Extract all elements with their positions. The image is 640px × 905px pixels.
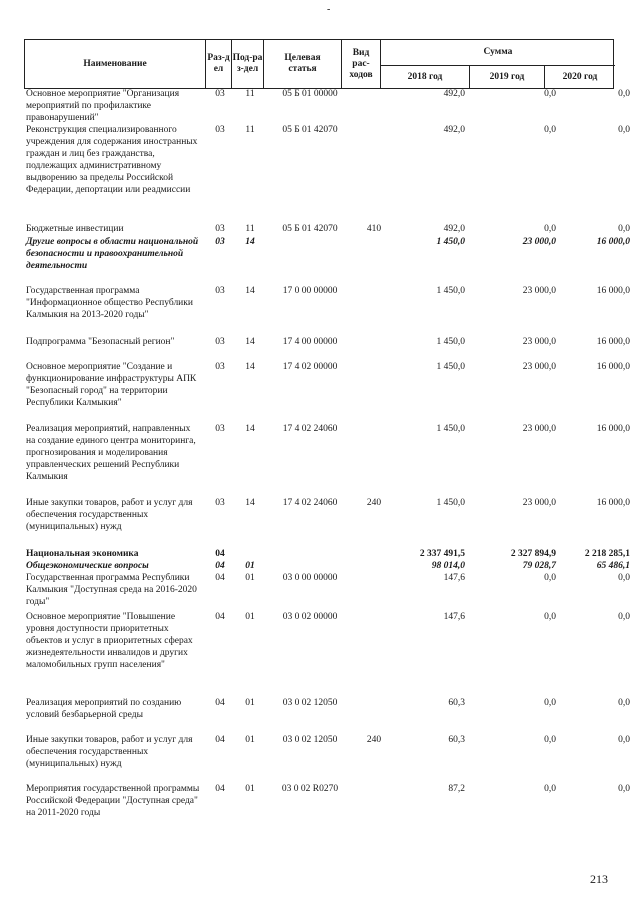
row-2019: 2 327 894,9	[510, 549, 556, 559]
row-2019: 0,0	[544, 224, 556, 234]
row-section: 03	[215, 237, 225, 247]
row-2018: 492,0	[443, 125, 465, 135]
row-2020: 16 000,0	[596, 237, 630, 247]
row-name: Бюджетные инвестиции	[26, 224, 124, 234]
row-subsection: 11	[245, 89, 255, 99]
header-expense-type: Вид рас-ходов	[349, 47, 373, 80]
row-subsection: 14	[245, 337, 255, 347]
row-2020: 16 000,0	[596, 362, 630, 372]
row-subsection: 14	[245, 362, 255, 372]
header-2018: 2018 год	[407, 71, 443, 82]
row-2019: 0,0	[544, 612, 556, 622]
row-target-article: 03 0 00 00000	[282, 573, 338, 583]
row-name: Другие вопросы в области национальной безопасности и правоохранительной деятельности	[26, 237, 199, 271]
row-name: Подпрограмма "Безопасный регион"	[26, 337, 175, 347]
row-section: 04	[215, 573, 225, 583]
row-section: 04	[215, 612, 225, 622]
row-2019: 23 000,0	[522, 424, 556, 434]
row-2018: 2 337 491,5	[419, 549, 465, 559]
top-mark: -	[327, 4, 331, 15]
row-2018: 87,2	[448, 784, 465, 794]
row-section: 04	[215, 784, 225, 794]
row-name: Основное мероприятие "Организация мероприятий по профилактике правонарушений"	[26, 89, 180, 123]
row-target-article: 05 Б 01 42070	[282, 125, 338, 135]
row-target-article: 05 Б 01 00000	[282, 89, 338, 99]
row-name: Общеэкономические вопросы	[26, 561, 149, 571]
row-target-article: 17 0 00 00000	[282, 286, 338, 296]
row-subsection: 01	[245, 612, 255, 622]
row-2020: 0,0	[618, 784, 630, 794]
row-2019: 23 000,0	[522, 337, 556, 347]
header-2019: 2019 год	[489, 71, 525, 82]
row-subsection: 01	[245, 698, 255, 708]
row-2018: 492,0	[443, 224, 465, 234]
row-subsection: 01	[245, 784, 255, 794]
row-subsection: 01	[245, 735, 255, 745]
row-expense-type: 240	[366, 735, 382, 745]
row-2018: 147,6	[443, 612, 465, 622]
row-subsection: 14	[245, 498, 255, 508]
row-section: 03	[215, 424, 225, 434]
row-section: 03	[215, 89, 225, 99]
row-name: Реализация мероприятий по созданию условий безбарьерной среды	[26, 698, 182, 720]
row-2018: 60,3	[448, 698, 465, 708]
row-2020: 16 000,0	[596, 424, 630, 434]
row-section: 04	[215, 735, 225, 745]
row-section: 04	[215, 561, 225, 571]
row-subsection: 14	[245, 424, 255, 434]
row-name: Национальная экономика	[26, 549, 139, 559]
row-2019: 79 028,7	[522, 561, 556, 571]
row-2018: 98 014,0	[431, 561, 465, 571]
row-2018: 1 450,0	[436, 498, 465, 508]
row-expense-type: 240	[366, 498, 382, 508]
row-section: 03	[215, 337, 225, 347]
row-2018: 60,3	[448, 735, 465, 745]
row-section: 04	[215, 698, 225, 708]
row-section: 03	[215, 224, 225, 234]
row-2018: 147,6	[443, 573, 465, 583]
row-2020: 0,0	[618, 698, 630, 708]
row-2020: 2 218 285,1	[584, 549, 630, 559]
row-target-article: 17 4 00 00000	[282, 337, 338, 347]
row-target-article: 03 0 02 12050	[282, 735, 338, 745]
row-name: Основное мероприятие "Создание и функционирование инфраструктуры АПК "Безопасный город" на территории Республики Калмыкия"	[26, 362, 197, 408]
row-target-article: 17 4 02 00000	[282, 362, 338, 372]
row-2020: 0,0	[618, 89, 630, 99]
row-2019: 23 000,0	[522, 498, 556, 508]
row-2019: 0,0	[544, 784, 556, 794]
row-2020: 0,0	[618, 125, 630, 135]
row-2019: 0,0	[544, 698, 556, 708]
header-sum: Сумма	[483, 47, 513, 57]
page-number: 213	[590, 872, 608, 886]
row-subsection: 14	[245, 237, 255, 247]
row-2019: 23 000,0	[522, 362, 556, 372]
row-subsection: 11	[245, 125, 255, 135]
row-2020: 16 000,0	[596, 337, 630, 347]
row-subsection: 01	[245, 561, 255, 571]
row-2018: 492,0	[443, 89, 465, 99]
header-2020: 2020 год	[562, 71, 598, 82]
row-2018: 1 450,0	[436, 237, 465, 247]
row-section: 03	[215, 125, 225, 135]
row-2020: 0,0	[618, 735, 630, 745]
row-2019: 0,0	[544, 89, 556, 99]
row-2020: 16 000,0	[596, 498, 630, 508]
row-2020: 0,0	[618, 612, 630, 622]
row-section: 04	[215, 549, 225, 559]
row-2020: 0,0	[618, 573, 630, 583]
row-name: Реконструкция специализированного учреждения для содержания иностранных граждан и лиц без гражданства, подлежащих административному выдворению за пределы Российской Федерации, депортации или реадмиссии	[26, 125, 198, 195]
row-subsection: 01	[245, 573, 255, 583]
row-name: Мероприятия государственной программы Российской Федерации "Доступная среда" на 2011-2020 годы	[26, 784, 200, 818]
row-2018: 1 450,0	[436, 362, 465, 372]
row-name: Государственная программа Республики Калмыкия "Доступная среда на 2016-2020 годы"	[26, 573, 197, 607]
row-section: 03	[215, 498, 225, 508]
row-2019: 23 000,0	[522, 237, 556, 247]
row-target-article: 03 0 02 R0270	[281, 784, 339, 794]
row-2018: 1 450,0	[436, 424, 465, 434]
row-name: Иные закупки товаров, работ и услуг для обеспечения государственных (муниципальных) нужд	[26, 735, 193, 769]
row-target-article: 03 0 02 00000	[282, 612, 338, 622]
row-2019: 0,0	[544, 125, 556, 135]
row-subsection: 11	[245, 224, 255, 234]
row-2020: 65 486,1	[596, 561, 630, 571]
row-subsection: 14	[245, 286, 255, 296]
header-target-article: Целевая статья	[284, 53, 321, 74]
row-name: Реализация мероприятий, направленных на создание единого центра мониторинга, прогнозирования и моделирования управленческих решений Республики Калмыкия	[26, 424, 196, 482]
row-target-article: 05 Б 01 42070	[282, 224, 338, 234]
row-2019: 23 000,0	[522, 286, 556, 296]
row-2020: 16 000,0	[596, 286, 630, 296]
row-section: 03	[215, 286, 225, 296]
row-target-article: 03 0 02 12050	[282, 698, 338, 708]
row-section: 03	[215, 362, 225, 372]
header-name: Наименование	[83, 58, 147, 69]
header-subsection: Под-раз-дел	[232, 53, 263, 74]
row-name: Иные закупки товаров, работ и услуг для обеспечения государственных (муниципальных) нужд	[26, 498, 193, 532]
row-2020: 0,0	[618, 224, 630, 234]
header-section: Раз-дел	[207, 53, 230, 74]
row-target-article: 17 4 02 24060	[282, 498, 338, 508]
table-header	[24, 39, 614, 89]
row-expense-type: 410	[366, 224, 382, 234]
row-name: Основное мероприятие "Повышение уровня доступности приоритетных объектов и услуг в приоритетных сферах жизнедеятельности инвалидов и других маломобильных групп населения"	[26, 612, 193, 670]
row-2018: 1 450,0	[436, 286, 465, 296]
row-2018: 1 450,0	[436, 337, 465, 347]
row-name: Государственная программа "Информационное общество Республики Калмыкия на 2013-2020 годы"	[26, 286, 193, 320]
row-target-article: 17 4 02 24060	[282, 424, 338, 434]
row-2019: 0,0	[544, 573, 556, 583]
row-2019: 0,0	[544, 735, 556, 745]
